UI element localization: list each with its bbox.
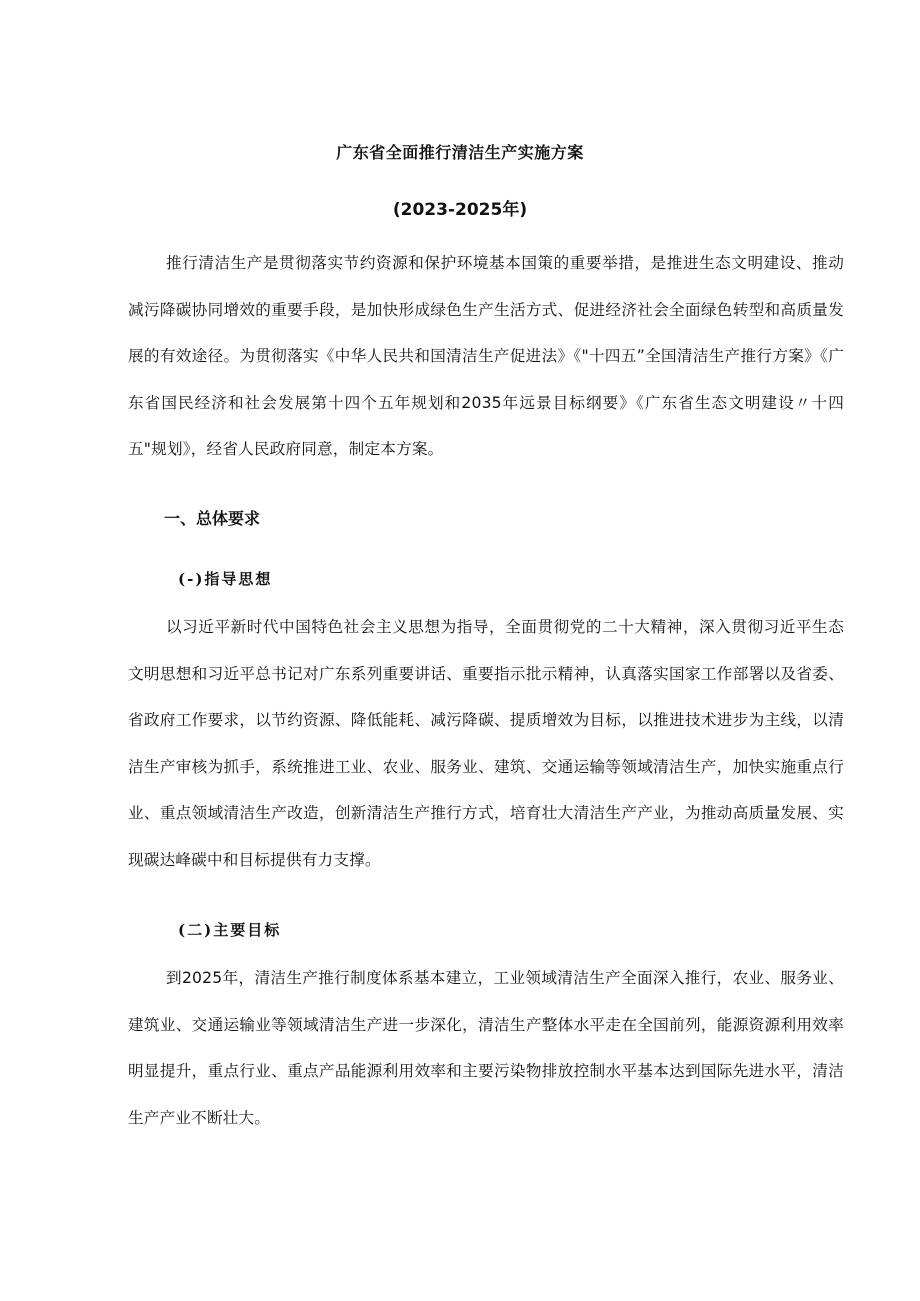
main-targets-paragraph: 到2025年，清洁生产推行制度体系基本建立，工业领域清洁生产全面深入推行，农业、服务业、建筑业、交通运输业等领域清洁生产进一步深化，清洁生产整体水平走在全国前列，能源资源利用效率明显提升，重点行业、重点产品能源利用效率和主要污染物排放控制水平基本达到国际先进水平，清洁生产产业不断壮大。 <box>128 969 844 1127</box>
document-subtitle: (2023-2025年) <box>392 200 528 220</box>
guiding-ideology-paragraph: 以习近平新时代中国特色社会主义思想为指导，全面贯彻党的二十大精神，深入贯彻习近平生态文明思想和习近平总书记对广东系列重要讲话、重要指示批示精神，认真落实国家工作部署以及省委、省政府工作要求，以节约资源、降低能耗、减污降碳、提质增效为目标，以推进技术进步为主线，以清洁生产审核为抓手，系统推进工业、农业、服务业、建筑、交通运输等领域清洁生产，加快实施重点行业、重点领域清洁生产改造，创新清洁生产推行方式，培育壮大清洁生产产业，为推动高质量发展、实现碳达峰碳中和目标提供有力支撑。 <box>128 618 844 869</box>
subsection-heading-guiding-ideology: (-)指导思想 <box>178 570 273 588</box>
subsection-heading-main-targets: (二)主要目标 <box>178 921 282 939</box>
document-title: 广东省全面推行清洁生产实施方案 <box>336 143 584 162</box>
section-heading-general-requirements: 一、总体要求 <box>164 509 261 528</box>
intro-paragraph: 推行清洁生产是贯彻落实节约资源和保护环境基本国策的重要举措，是推进生态文明建设、推动减污降碳协同增效的重要手段，是加快形成绿色生产生活方式、促进经济社会全面绿色转型和高质量发展的有效途径。为贯彻落实《中华人民共和国清洁生产促进法》《"十四五”全国清洁生产推行方案》《广东省国民经济和社会发展第十四个五年规划和2035年远景目标纲要》《广东省生态文明建设〃十四五"规划》，经省人民政府同意，制定本方案。 <box>128 254 844 458</box>
